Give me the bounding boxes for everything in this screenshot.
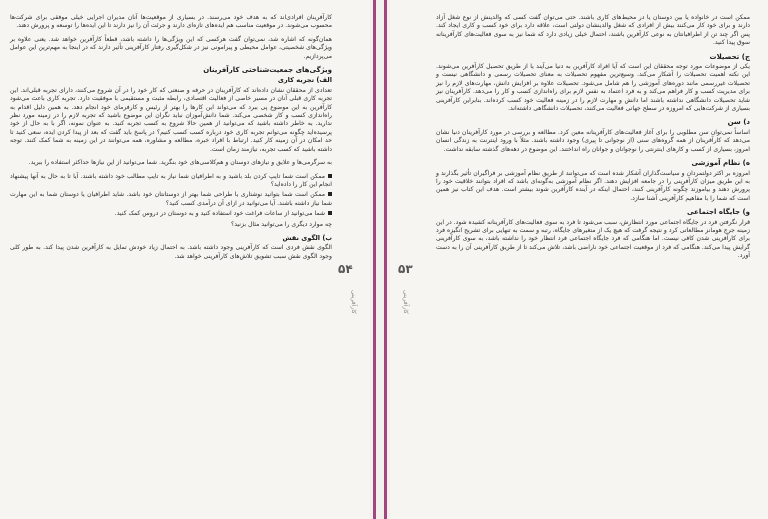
bullet-text: ممکن است شما بتوانید نوشتاری یا طراحی شما بهتر از دوستانتان خود باشد. شاید اطرافیان یا دوستان شما به این مهارت شما نیاز داشته باشند. آیا می‌توانید در ازای آن درآمدی کسب کنید؟ — [10, 191, 332, 207]
subsection-a-text: تعدادی از محققان نشان داده‌اند که کارآفرینان در حرفه و صنعتی که کار خود را در آن شروع می‌کنند، دارای تجربه قبلی‌اند. این تجربه کاری قبلی آنان در مسیر خاصی از فعالیت اقتصادی، رابطه مثبت و مستقیمی با موفقیت دارد. تجربه کاری باعث می‌شود کارآفرین به این موضوع پی ببرد که می‌تواند این کارها را بهتر از رئیس و کارفرمای خود انجام دهد. به همین دلیل اقدام به راه‌اندازی کسب و کار شخصی می‌کند. شما دانش‌آموزان نباید نگران این موضوع باشید که تجربه لازم را در زمینه مورد نظر ندارید. به خاطر داشته باشید که می‌توانید از همین حالا شروع به کسب تجربه کنید. به عنوان نمونه، اگر با به حال از خود پرسیده‌اید چگونه می‌توانم تجربه کاری خود درباره کسب کسب کنیم؟ در پاسخ باید گفت که بعد از پیدا کردن ایده، سعی کنید تا حد امکان در آن زمینه کار کنید. ارتباط با افراد خبره، مطالعه و مشاوره، همه می‌توانند در این زمینه به شما کمک کنند. توجه داشته باشید که کسب تجربه، نیازمند زمان است. — [10, 86, 332, 153]
bullet-item — [10, 191, 332, 208]
left-intro-1: کارآفرینان افرادی‌اند که به هدف خود می‌رسند. در بسیاری از موقعیت‌ها آنان مدیران اجرایی خیلی موفقی برای شرکت‌ها محسوب می‌شوند. در موقعیت مناسب هم ایده‌های تازه‌ای دارند و جرئت آن را نیز دارند تا این ایده‌ها را توسعه و پرورش دهند. — [10, 14, 332, 30]
spine-line-left — [373, 0, 376, 519]
bullet-square-icon — [328, 211, 332, 215]
book-spine — [370, 0, 390, 519]
page-number: ۵۳ — [398, 262, 413, 276]
subsection-b-text: الگوی نقش فردی است که کارآفرینی وجود داشته باشد. به احتمال زیاد خودش تمایل به کارآفرین شدن پیدا کند. به طور کلی وجود الگوی نقش سبب تشویق تلاش‌های کارآفرینی خواهد شد. — [10, 244, 332, 260]
question-text: چه موارد دیگری را می‌توانید مثال بزنید؟ — [231, 220, 332, 228]
left-page — [0, 0, 370, 519]
left-intro-2: همان‌گونه که اشاره شد، نمی‌توان گفت هرکسی که این ویژگی‌ها را داشته باشد، قطعاً کارآفرین خواهد شد. یعنی علاوه بر ویژگی‌های شخصیتی، عوامل محیطی و پیرامونی نیز در شکل‌گیری رفتار کارآفرینی تأثیر دارند که در اینجا به مهم‌ترین این عوامل می‌پردازیم. — [10, 35, 332, 60]
bullet-item — [10, 173, 332, 190]
right-page-body — [436, 14, 750, 266]
section-e-title: ه) نظام آموزشی — [691, 159, 750, 168]
section-title: ویژگی‌های جمعیت‌شناختی کارآفرینان — [203, 66, 332, 75]
subsection-b-title: ب) الگوی نقش — [282, 233, 332, 242]
section-c-text: یکی از موضوعات مورد توجه محققان این است که آیا افراد کارآفرین به دنیا می‌آیند یا از طریق تحصیل کارآفرین می‌شوند. این نکته اهمیت تحصیلات را آشکار می‌کند. وسیع‌ترین مفهوم تحصیلات به معنای تحصیلات رسمی و دانشگاهی نیست و تحصیلات غیررسمی مانند دوره‌های آموزشی را هم شامل می‌شود. تحصیلات علاوه بر افزایش دانش، مهارت‌های لازم را نیز برای مدیریت کسب و کار فراهم می‌کند و به فرد اعتماد به نفس لازم برای راه‌اندازی کسب و کار را می‌دهد. کارآفرینان نیز شاید تحصیلات دانشگاهی نداشته باشند اما دانش و مهارت لازم را در زمینه فعالیت خود کسب کرده‌اند. بنابراین کارآفرینی بسیاری از شرکت‌هایی که امروزه در سطح جهانی فعالیت می‌کنند، تحصیلات دانشگاهی داشته‌اند. — [436, 63, 750, 113]
running-side-title: کارآفرینی — [350, 290, 357, 314]
section-d-text: اساساً نمی‌توان سن مطلوبی را برای آغاز فعالیت‌های کارآفرینانه معین کرد. مطالعه و بررسی در مورد کارآفرینان دنیا نشان می‌دهد که کارآفرینان از همه گروه‌های سنی (از نوجوانی تا پیری) وجود داشته باشند. مثلاً با ورود اینترنت به زندگی انسان امروز، بسیاری از کسب و کارهای اینترنتی را نوجوانان و جوانان راه انداختند. این موضوع در دهه‌های گذشته سابقه نداشت. — [436, 128, 750, 153]
section-e-text: امروزه بر اکثر دولتمردان و سیاست‌گذاران آشکار شده است که می‌توانند از طریق نظام آموزشی بر فراگیران تأثیر بگذارند و به این طریق میزان کارآفرینی را در جامعه افزایش دهند. اگر نظام آموزشی به‌گونه‌ای باشد که افراد بتوانند خلاقیت خود را پرورش دهند و بیاموزند چگونه کارآفرینی کنند، احتمال اینکه در آینده کارآفرین شوند بیشتر است. هدف این کتاب نیز همین است که شما را با مفاهیم کارآفرینی آشنا سازد. — [436, 169, 750, 202]
subsection-a-title: الف) تجربه کاری — [277, 76, 332, 85]
left-page-body — [10, 14, 332, 266]
bullet-text: شما می‌توانید از ساعات فراغت خود استفاده کنید و به دوستان در دروس کمک کنید. — [114, 210, 325, 218]
list-intro: به سرگرمی‌ها و علایق و نیازهای دوستان و هم‌کلاسی‌های خود بنگرید. شما می‌توانید از این نیازها حداکثر استفاده را ببرید. — [28, 159, 332, 167]
bullet-square-icon — [328, 192, 332, 196]
section-f-title: و) جایگاه اجتماعی — [686, 208, 750, 217]
right-intro: ممکن است در خانواده یا بین دوستان یا در محیط‌های کاری باشند. حتی می‌توان گفت کسی که والدینش از نوع شغل آزاد دارند و برای خود کار می‌کنند بیش از افرادی که شغل والدینشان دولتی است، علاقه دارد برای خود کسب و کاری ایجاد کند. پس اگر چند تن از اطرافیانتان به نوعی کارآفرین باشند، احتمال خیلی زیادی دارد که شما نیز به سوی فعالیت‌های کارآفرینانه سوق پیدا کنید. — [436, 14, 750, 47]
bullet-square-icon — [328, 174, 332, 178]
section-c-title: ج) تحصیلات — [709, 52, 750, 61]
bullet-text: ممکن است شما تایپ کردن بلد باشید و به اطرافیان شما نیاز به تایپ مطالب خود داشته باشند. آیا تا به حال به آنها پیشنهاد انجام این کار را داده‌اید؟ — [10, 172, 332, 188]
spine-line-right — [384, 0, 387, 519]
bullet-item — [10, 210, 332, 218]
page-number: ۵۴ — [338, 262, 353, 276]
right-page — [390, 0, 768, 519]
section-f-text: قرار نگرفتن فرد در جایگاه اجتماعی مورد انتظارش، سبب می‌شود تا فرد به سوی فعالیت‌های کارآفرینانه کشیده شود. در این زمینه جرج هومانز مطالعاتی کرد و نتیجه گرفت که هیچ یک از متغیرهای جایگاه، رتبه و سمت به تنهایی برای تشریح انگیزه فرد برای کارآفرینی شدن کافی نیست. اما هنگامی که فرد جایگاه اجتماعی فرد انتظار خود را نداشته باشد، به سوی کارآفرینی گرایش پیدا می‌کند. هنگامی که فرد از موقعیت اجتماعی خود ناراضی باشد، تلاش می‌کند تا از طریق کارآفرینی آن را به دست آورد. — [436, 218, 750, 260]
running-side-title: کارآفرینی — [402, 290, 409, 314]
section-d-title: د) سن — [727, 118, 750, 127]
